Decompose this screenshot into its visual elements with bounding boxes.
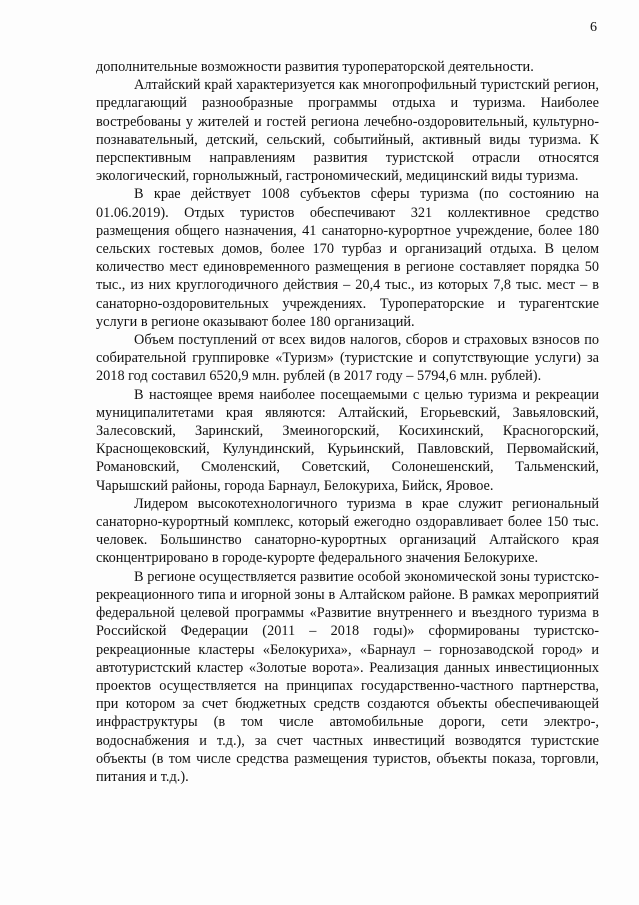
document-body bbox=[96, 58, 599, 786]
paragraph-continuation: дополнительные возможности развития туроператорской деятельности. bbox=[96, 59, 534, 75]
paragraph-economic-zone: В регионе осуществляется развитие особой экономической зоны туристско-рекреационного типа и игорной зоны в Алтайском районе. В рамках мероприятий федеральной целевой программы «Развитие внутреннего и въездного туризма в Российской Федерации (2011 – 2018 годы)» сформированы туристско-рекреационные кластеры «Белокуриха», «Барнаул – горнозаводской город» и автотуристский кластер «Золотые ворота». Реализация данных инвестиционных проектов осуществляется на принципах государственно-частного партнерства, при котором за счет бюджетных средств создаются объекты обеспечивающей инфраструктуры (в том числе автомобильные дороги, сети электро-, водоснабжения и т.д.), за счет частных инвестиций возводятся туристские объекты (в том числе средства размещения туристов, объекты показа, торговли, питания и т.д.). bbox=[96, 568, 599, 785]
paragraph-popular-municipalities: В настоящее время наиболее посещаемыми с целью туризма и рекреации муниципалитетами края являются: Алтайский, Егорьевский, Завьяловский, Залесовский, Заринский, Змеиногорский, Косихинский, Красногорский, Краснощековский, Кулундинский, Курьинский, Павловский, Первомайский, Романовский, Смоленский, Советский, Солонешенский, Тальменский, Чарышский районы, города Барнаул, Белокуриха, Бийск, Яровое. bbox=[96, 386, 599, 494]
page-number: 6 bbox=[590, 20, 597, 35]
paragraph-region-profile: Алтайский край характеризуется как многопрофильный туристский регион, предлагающий разнообразные программы отдыха и туризма. Наиболее востребованы у жителей и гостей региона лечебно-оздоровительный, культурно-познавательный, детский, сельский, событийный, активный виды туризма. К перспективным направлениям развития туристской отрасли относятся экологический, горнолыжный, гастрономический, медицинский виды туризма. bbox=[96, 77, 599, 185]
paragraph-tourism-entities: В крае действует 1008 субъектов сферы туризма (по состоянию на 01.06.2019). Отдых туристов обеспечивают 321 коллективное средство размещения общего назначения, 41 санаторно-курортное учреждение, более 180 сельских гостевых домов, более 170 турбаз и организаций отдыха. В целом количество мест единовременного размещения в регионе составляет порядка 50 тыс., из них круглогодичного действия – 20,4 тыс., из которых 7,8 тыс. мест – в санаторно-оздоровительных учреждениях. Туроператорские и турагентские услуги в регионе оказывают более 180 организаций. bbox=[96, 186, 599, 330]
paragraph-sanatorium-complex: Лидером высокотехнологичного туризма в крае служит региональный санаторно-курортный комплекс, который ежегодно оздоравливает более 150 тыс. человек. Большинство санаторно-курортных организаций Алтайского края сконцентрировано в городе-курорте федерального значения Белокурихе. bbox=[96, 495, 599, 567]
paragraph-tax-revenue: Объем поступлений от всех видов налогов, сборов и страховых взносов по собирательной группировке «Туризм» (туристские и сопутствующие услуги) за 2018 год составил 6520,9 млн. рублей (в 2017 году – 5794,6 млн. рублей). bbox=[96, 332, 599, 385]
